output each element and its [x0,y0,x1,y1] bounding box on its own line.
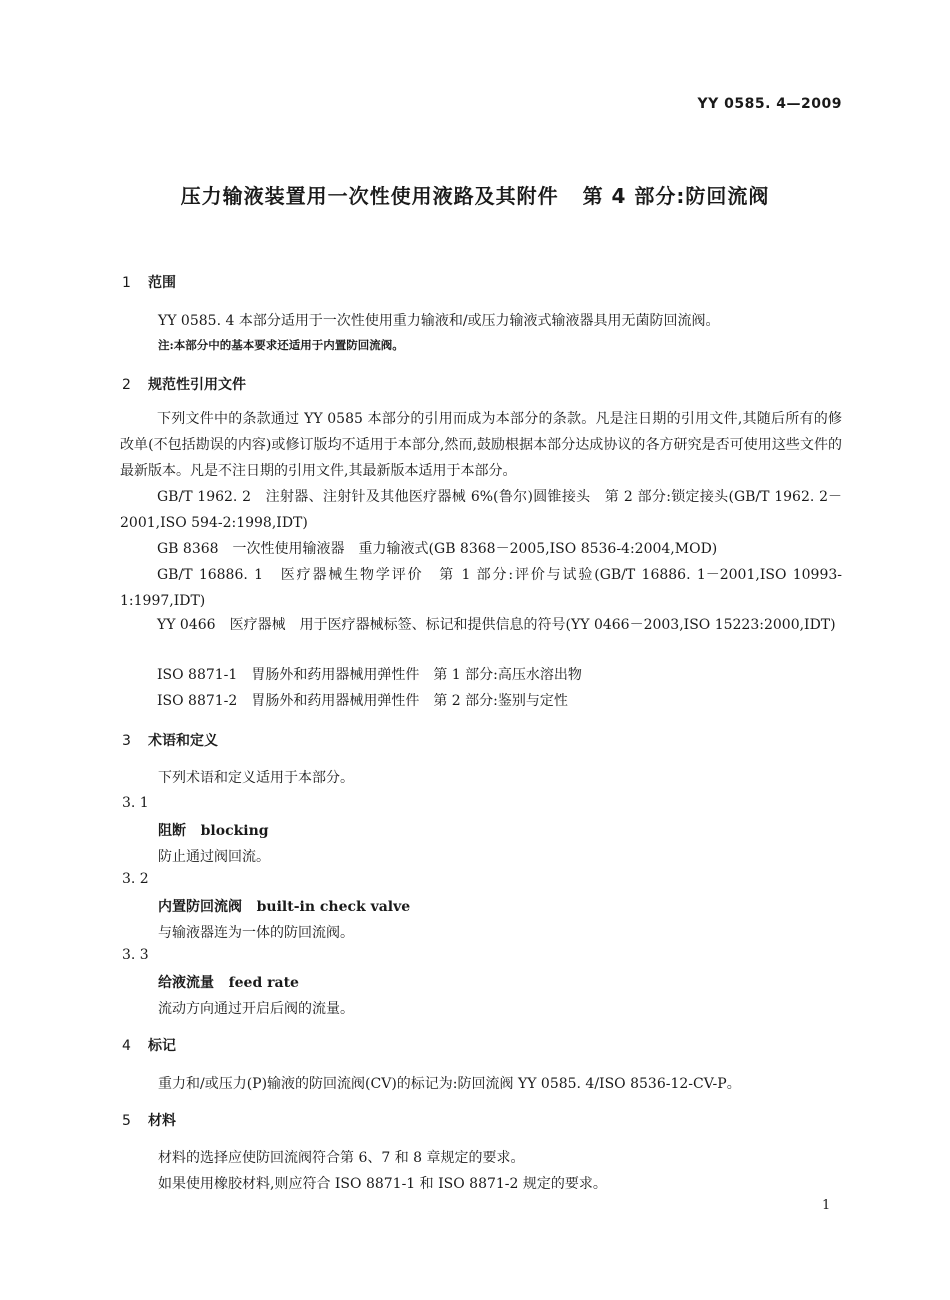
standard-code: YY 0585. 4—2009 [697,96,842,112]
section-5-line: 如果使用橡胶材料,则应符合 ISO 8871-1 和 ISO 8871-2 规定的要求。 [158,1176,607,1192]
section-title: 范围 [148,275,176,291]
term-number: 3. 3 [122,947,149,963]
section-5-heading [122,1110,176,1130]
term-en: blocking [200,823,269,839]
section-4-heading [122,1035,176,1055]
section-number: 2 [122,377,131,393]
term-heading [158,972,299,992]
term-en: feed rate [228,975,299,991]
section-title: 规范性引用文件 [148,377,246,393]
reference-item: GB 8368 一次性使用输液器 重力输液式(GB 8368－2005,ISO 8536-4:2004,MOD) [157,541,718,557]
term-zh: 给液流量 [158,975,214,991]
section-title: 材料 [148,1113,176,1129]
section-1-text: YY 0585. 4 本部分适用于一次性使用重力输液和/或压力输液式输液器具用无菌防回流阀。 [158,313,720,329]
page-number: 1 [822,1198,831,1213]
reference-item: ISO 8871-1 胃肠外和药用器械用弹性件 第 1 部分:高压水溶出物 [157,667,582,683]
document-title [0,180,950,209]
section-5-line: 材料的选择应使防回流阀符合第 6、7 和 8 章规定的要求。 [158,1150,525,1166]
term-number: 3. 1 [122,795,149,811]
term-definition: 与输液器连为一体的防回流阀。 [158,925,354,941]
term-heading [158,820,269,840]
term-definition: 防止通过阀回流。 [158,849,270,865]
section-2-heading [122,374,246,394]
section-3-heading [122,730,218,750]
title-main: 压力输液装置用一次性使用液路及其附件 [180,184,559,208]
reference-item: GB/T 1962. 2 注射器、注射针及其他医疗器械 6%(鲁尔)圆锥接头 第 2 部分:锁定接头(GB/T 1962. 2－2001,ISO 594-2:1998,IDT) [120,489,842,531]
section-4-text: 重力和/或压力(P)输液的防回流阀(CV)的标记为:防回流阀 YY 0585. 4/ISO 8536-12-CV-P。 [158,1076,741,1092]
section-number: 5 [122,1113,131,1129]
section-number: 3 [122,733,131,749]
section-title: 标记 [148,1038,176,1054]
section-number: 1 [122,275,131,291]
term-number: 3. 2 [122,871,149,887]
term-definition: 流动方向通过开启后阀的流量。 [158,1001,354,1017]
section-number: 4 [122,1038,131,1054]
section-title: 术语和定义 [148,733,218,749]
section-2-intro: 下列文件中的条款通过 YY 0585 本部分的引用而成为本部分的条款。凡是注日期的引用文件,其随后所有的修改单(不包括勘误的内容)或修订版均不适用于本部分,然而,鼓励根据本部分达成协议的各方研究是否可使用这些文件的最新版本。凡是不注日期的引用文件,其最新版本适用于本部分。 [120,411,842,479]
term-heading [158,896,410,916]
section-1-note: 注:本部分中的基本要求还适用于内置防回流阀。 [158,338,404,352]
section-1-heading [122,272,176,292]
reference-item: GB/T 16886. 1 医疗器械生物学评价 第 1 部分:评价与试验(GB/T 16886. 1－2001,ISO 10993-1:1997,IDT) [120,567,842,609]
term-zh: 内置防回流阀 [158,899,242,915]
term-zh: 阻断 [158,823,186,839]
term-en: built-in check valve [256,899,411,915]
title-part: 第 4 部分:防回流阀 [582,184,770,208]
reference-item: YY 0466 医疗器械 用于医疗器械标签、标记和提供信息的符号(YY 0466－2003,ISO 15223:2000,IDT) [157,617,836,633]
reference-item: ISO 8871-2 胃肠外和药用器械用弹性件 第 2 部分:鉴别与定性 [157,693,568,709]
section-3-intro: 下列术语和定义适用于本部分。 [158,770,354,786]
